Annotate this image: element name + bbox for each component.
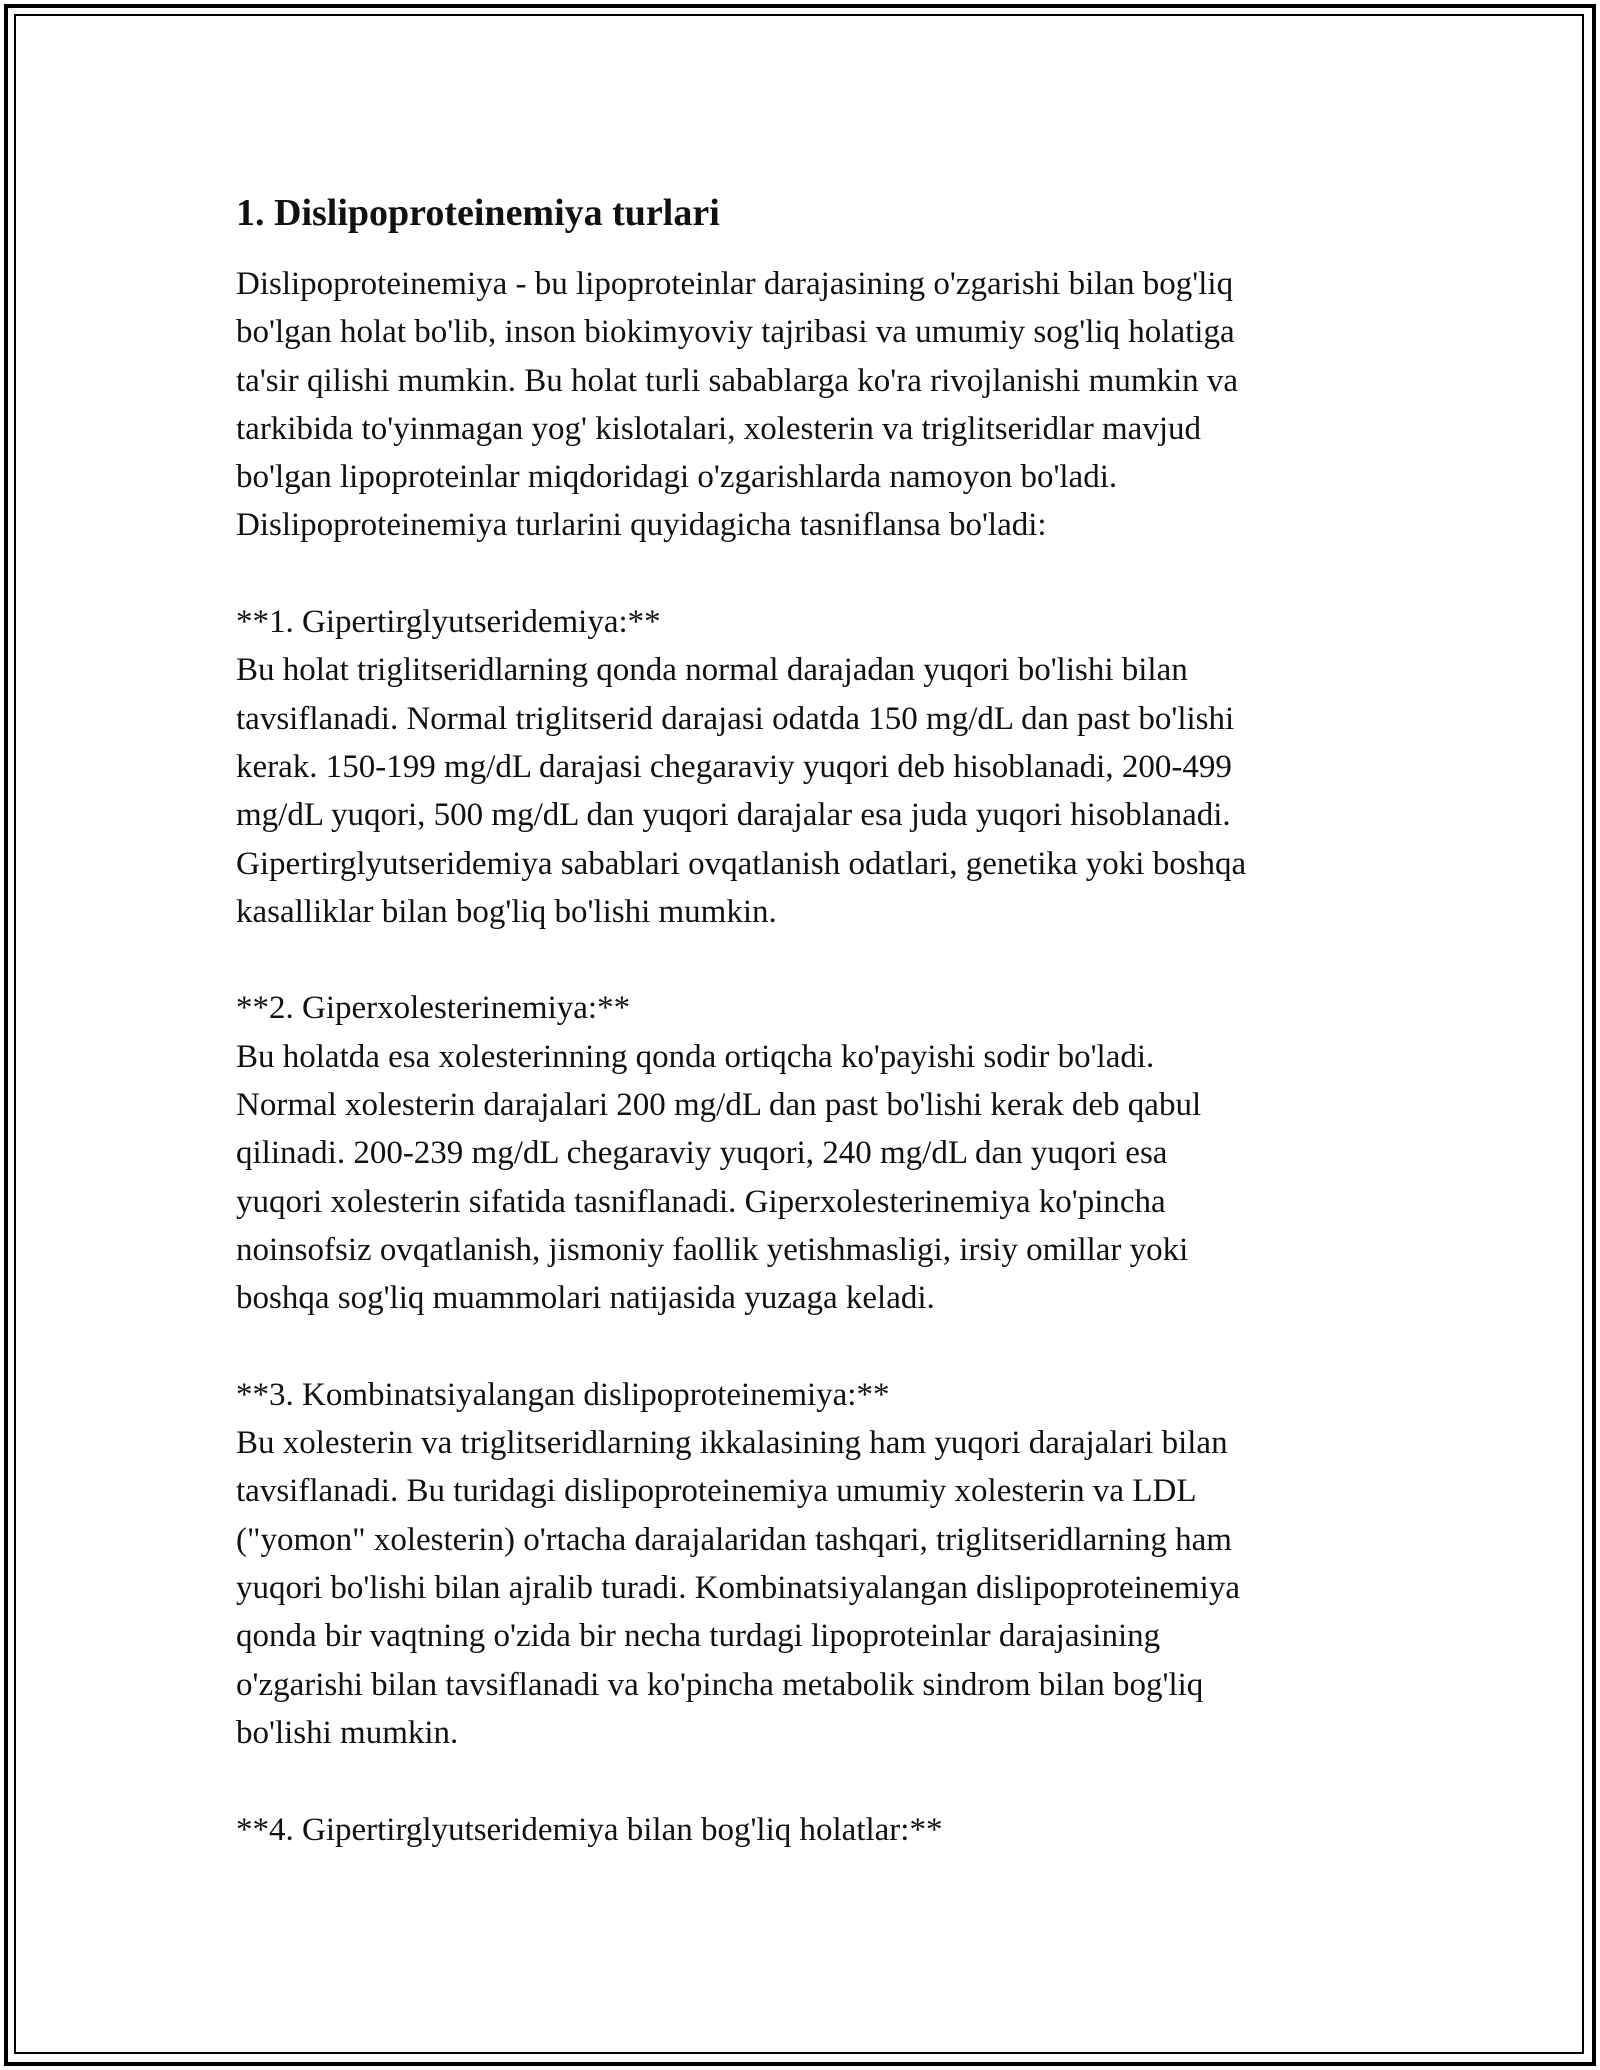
text-line: Dislipoproteinemiya - bu lipoproteinlar darajasining o'zgarishi bilan bog'liq: [236, 266, 1234, 302]
text-line: noinsofsiz ovqatlanish, jismoniy faollik yetishmasligi, irsiy omillar yoki: [236, 1231, 1189, 1268]
text-line: yuqori bo'lishi bilan ajralib turadi. Kombinatsiyalangan dislipoproteinemiya: [236, 1570, 1241, 1607]
text-line: kerak. 150-199 mg/dL darajasi chegaraviy yuqori deb hisoblanadi, 200-499: [236, 748, 1232, 785]
text-line: boshqa sog'liq muammolari natijasida yuzaga keladi.: [236, 1280, 935, 1317]
text-line: kasalliklar bilan bog'liq bo'lishi mumkin.: [236, 893, 777, 930]
text-line: ta'sir qilishi mumkin. Bu holat turli sabablarga ko'ra rivojlanishi mumkin va: [236, 362, 1239, 399]
section-heading: 1. Dislipoproteinemiya turlari: [236, 192, 720, 234]
paragraph-gap: [236, 1757, 1386, 1805]
subsection-4: [236, 1806, 1386, 1854]
text-line: bo'lishi mumkin.: [236, 1714, 459, 1751]
text-line: ("yomon" xolesterin) o'rtacha darajalaridan tashqari, triglitseridlarning ham: [236, 1521, 1232, 1558]
text-line: Normal xolesterin darajalari 200 mg/dL dan past bo'lishi kerak deb qabul: [236, 1087, 1202, 1124]
paragraph-gap: [236, 936, 1386, 984]
text-line: Bu xolesterin va triglitseridlarning ikkalasining ham yuqori darajalari bilan: [236, 1425, 1228, 1462]
text-line: qilinadi. 200-239 mg/dL chegaraviy yuqori, 240 mg/dL dan yuqori esa: [236, 1135, 1168, 1172]
subsection-title: **2. Giperxolesterinemiya:**: [236, 990, 631, 1027]
text-line: Bu holatda esa xolesterinning qonda ortiqcha ko'payishi sodir bo'ladi.: [236, 1038, 1155, 1075]
text-line: yuqori xolesterin sifatida tasniflanadi. Giperxolesterinemiya ko'pincha: [236, 1183, 1166, 1220]
subsection-3: [236, 1371, 1386, 1757]
text-line: mg/dL yuqori, 500 mg/dL dan yuqori darajalar esa juda yuqori hisoblanadi.: [236, 797, 1231, 834]
text-line: bo'lgan holat bo'lib, inson biokimyoviy tajribasi va umumiy sog'liq holatiga: [236, 314, 1235, 351]
subsection-title: **1. Gipertirglyutseridemiya:**: [236, 604, 661, 641]
subsection-title: **4. Gipertirglyutseridemiya bilan bog'liq holatlar:**: [236, 1811, 943, 1848]
subsection-1: [236, 598, 1386, 936]
subsection-2: [236, 984, 1386, 1322]
paragraph-gap: [236, 1323, 1386, 1371]
document-body: [236, 186, 1386, 1854]
text-line: qonda bir vaqtning o'zida bir necha turdagi lipoproteinlar darajasining: [236, 1618, 1161, 1655]
text-line: Dislipoproteinemiya turlarini quyidagicha tasniflansa bo'ladi:: [236, 507, 1047, 544]
text-line: tarkibida to'yinmagan yog' kislotalari, xolesterin va triglitseridlar mavjud: [236, 410, 1201, 447]
text-line: tavsiflanadi. Bu turidagi dislipoproteinemiya umumiy xolesterin va LDL: [236, 1473, 1197, 1510]
text-line: o'zgarishi bilan tavsiflanadi va ko'pincha metabolik sindrom bilan bog'liq: [236, 1666, 1204, 1703]
text-line: tavsiflanadi. Normal triglitserid darajasi odatda 150 mg/dL dan past bo'lishi: [236, 700, 1235, 737]
text-line: Gipertirglyutseridemiya sabablari ovqatlanish odatlari, genetika yoki boshqa: [236, 845, 1247, 882]
text-line: Bu holat triglitseridlarning qonda normal darajadan yuqori bo'lishi bilan: [236, 652, 1188, 689]
subsection-title: **3. Kombinatsiyalangan dislipoproteinemiya:**: [236, 1376, 890, 1413]
intro-paragraph: [236, 260, 1386, 550]
text-line: bo'lgan lipoproteinlar miqdoridagi o'zgarishlarda namoyon bo'ladi.: [236, 459, 1118, 496]
paragraph-gap: [236, 550, 1386, 598]
